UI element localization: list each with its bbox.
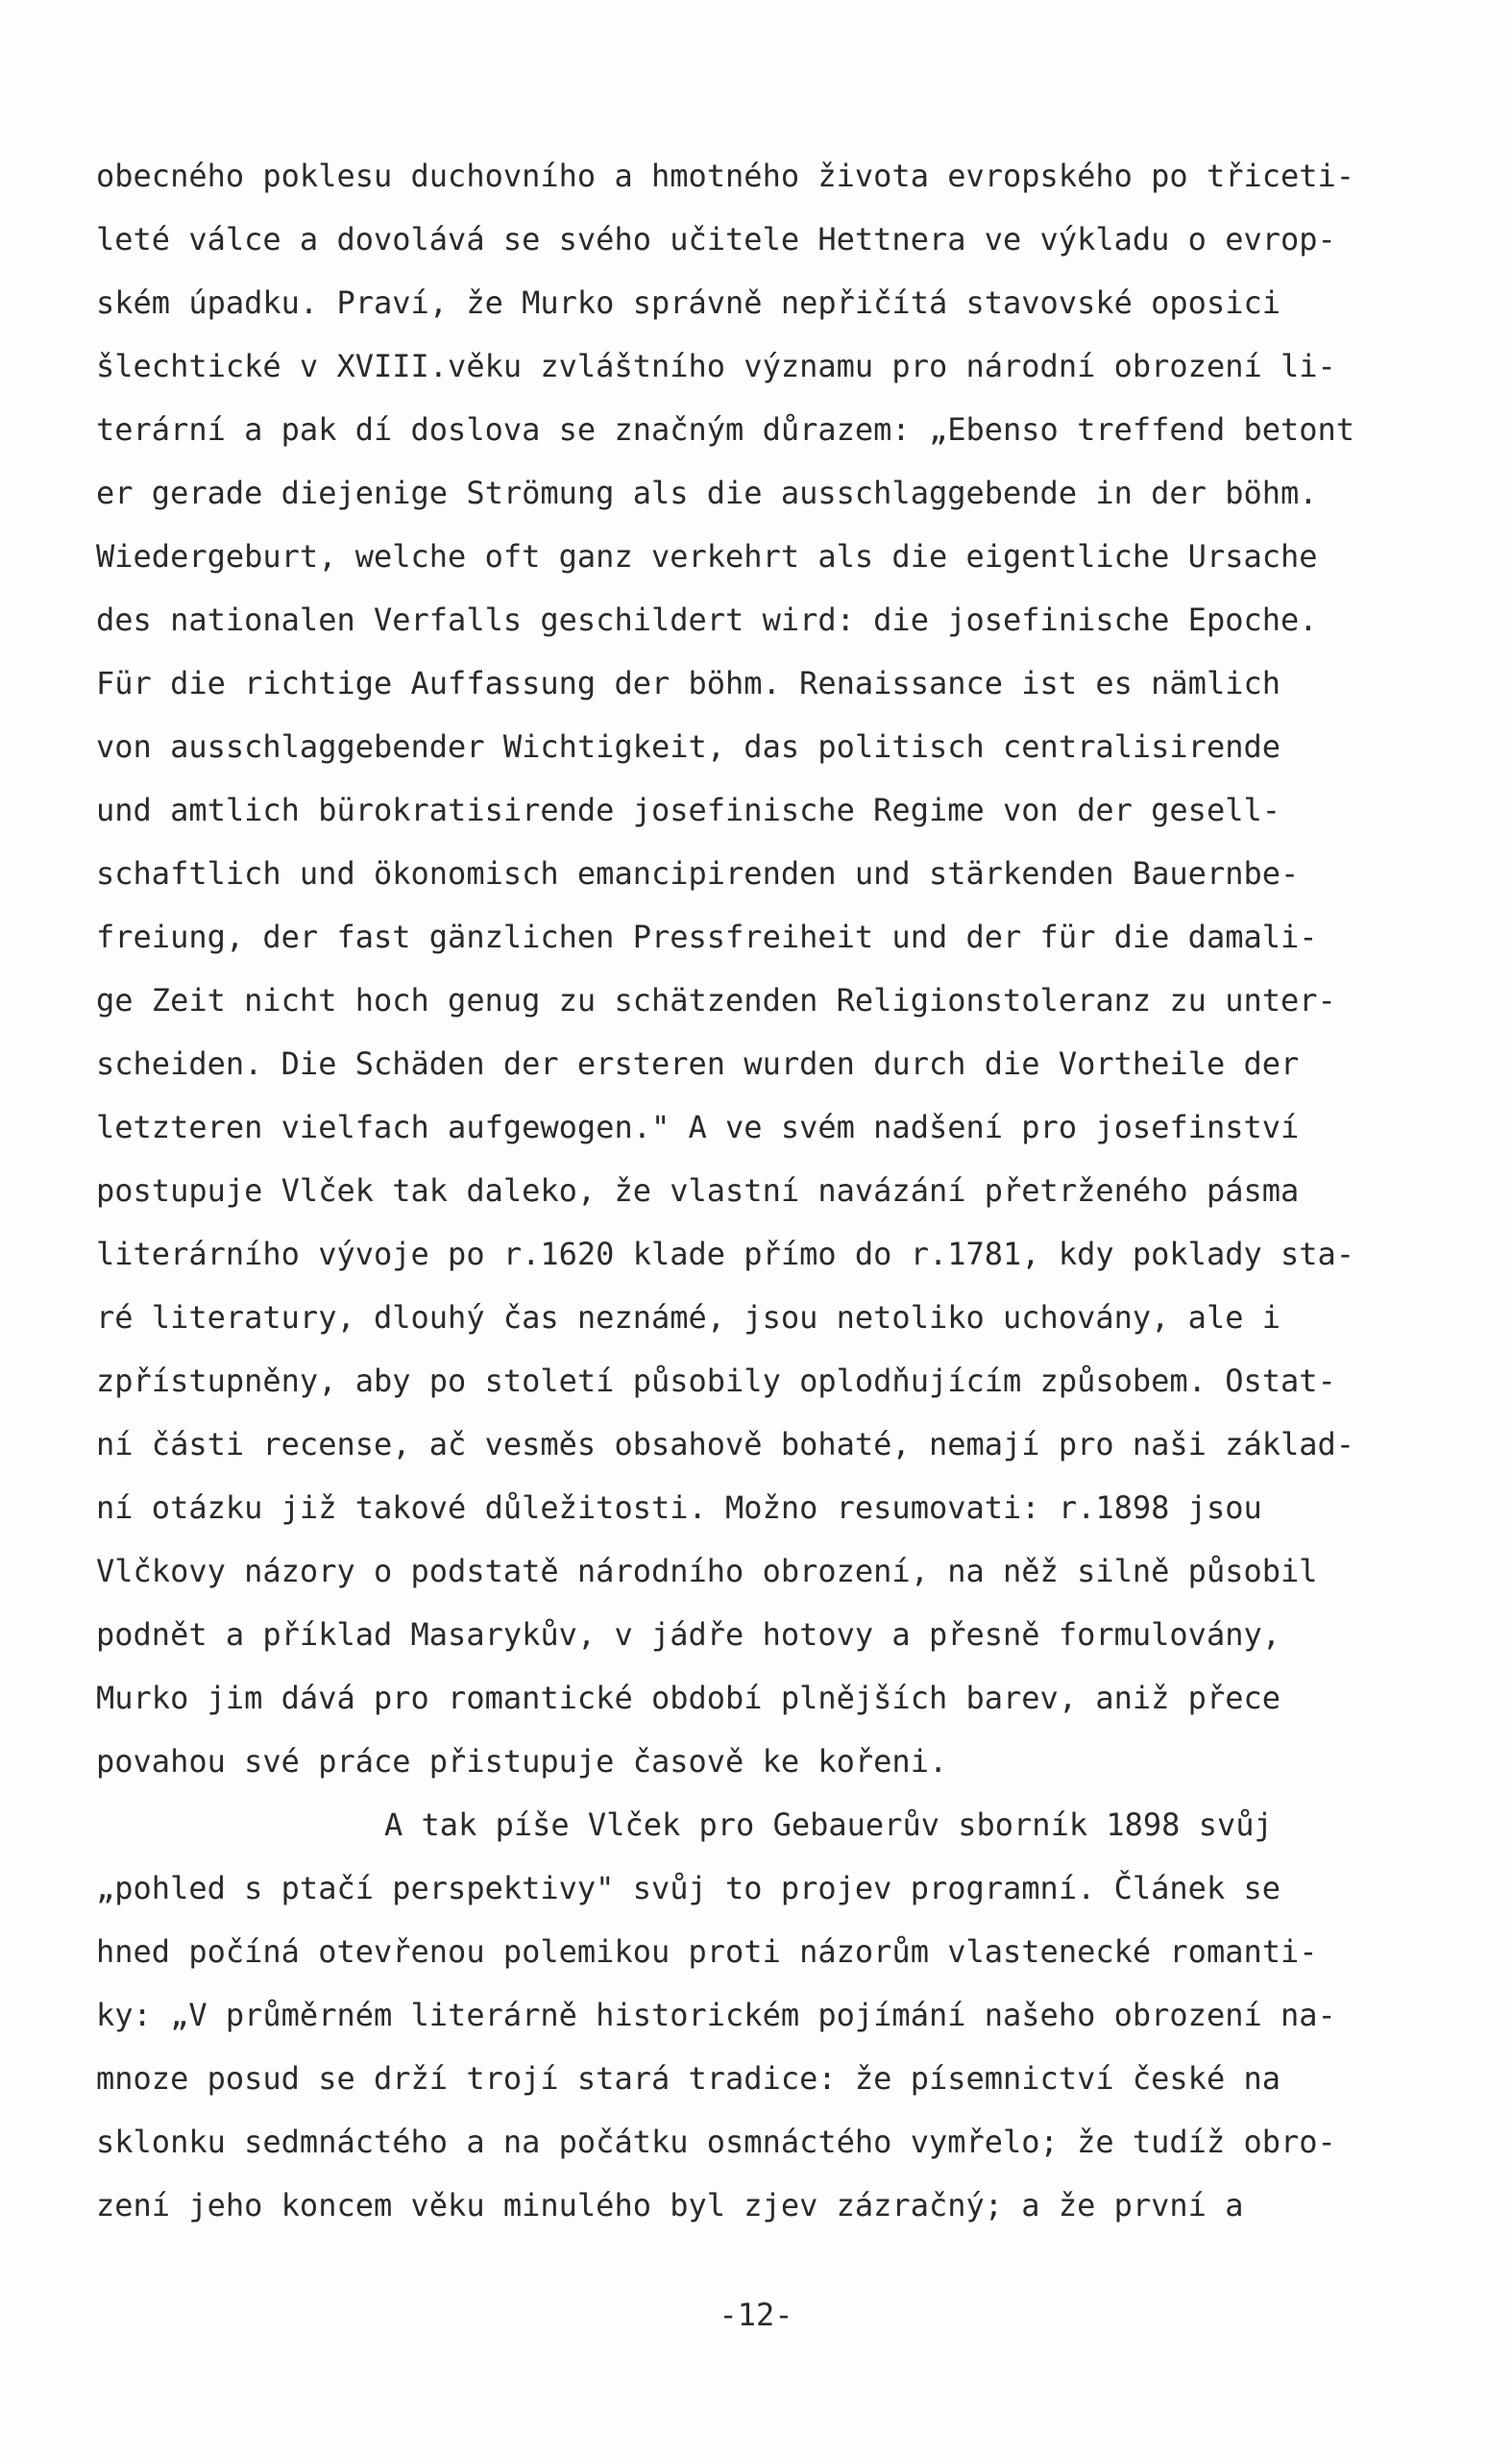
text-line: er gerade diejenige Strömung als die ausschlaggebende in der böhm. [96,475,1318,511]
text-line: Vlčkovy názory o podstatě národního obrození, na něž silně působil [96,1553,1318,1589]
page-body-text [96,144,1422,2237]
text-line: zení jeho koncem věku minulého byl zjev zázračný; a že první a [96,2187,1244,2224]
text-line: ré literatury, dlouhý čas neznámé, jsou netoliko uchovány, ale i [96,1299,1280,1336]
text-line: leté válce a dovolává se svého učitele Hettnera ve výkladu o evrop- [96,221,1336,258]
text-line: postupuje Vlček tak daleko, že vlastní navázání přetrženého pásma [96,1172,1300,1209]
text-line: „pohled s ptačí perspektivy" svůj to projev programní. Článek se [96,1870,1280,1906]
text-line: hned počíná otevřenou polemikou proti názorům vlastenecké romanti- [96,1933,1318,1970]
text-line: zpřístupněny, aby po století působily oplodňujícím způsobem. Ostat- [96,1363,1336,1399]
text-line: Für die richtige Auffassung der böhm. Renaissance ist es nämlich [96,665,1280,701]
text-line: Murko jim dává pro romantické období plnějších barev, aniž přece [96,1680,1280,1716]
text-line: mnoze posud se drží trojí stará tradice: že písemnictví české na [96,2060,1280,2097]
text-line: von ausschlaggebender Wichtigkeit, das politisch centralisirende [96,728,1280,765]
text-line: ní otázku již takové důležitosti. Možno resumovati: r.1898 jsou [96,1489,1262,1526]
text-line: literárního vývoje po r.1620 klade přímo do r.1781, kdy poklady sta- [96,1236,1355,1272]
text-line: obecného poklesu duchovního a hmotného života evropského po třiceti- [96,158,1355,194]
text-line: letzteren vielfach aufgewogen." A ve svém nadšení pro josefinství [96,1109,1300,1145]
text-line: Wiedergeburt, welche oft ganz verkehrt als die eigentliche Ursache [96,538,1318,575]
text-line: schaftlich und ökonomisch emancipirenden und stärkenden Bauernbe- [96,855,1300,892]
text-line: povahou své práce přistupuje časově ke kořeni. [96,1743,948,1780]
text-line: podnět a příklad Masarykův, v jádře hotovy a přesně formulovány, [96,1616,1280,1653]
text-line: und amtlich bürokratisirende josefinische Regime von der gesell- [96,792,1280,828]
text-line: freiung, der fast gänzlichen Pressfreiheit und der für die damali- [96,919,1318,955]
text-line: scheiden. Die Schäden der ersteren wurden durch die Vortheile der [96,1045,1300,1082]
text-line: sklonku sedmnáctého a na počátku osmnáctého vymřelo; že tudíž obro- [96,2124,1336,2160]
text-line: šlechtické v XVIII.věku zvláštního významu pro národní obrození li- [96,348,1336,384]
text-line: ní části recense, ač vesměs obsahově bohaté, nemají pro naši základ- [96,1426,1355,1462]
text-line: ky: „V průměrném literárně historickém pojímání našeho obrození na- [96,1997,1336,2033]
text-line: ge Zeit nicht hoch genug zu schätzenden Religionstoleranz zu unter- [96,982,1336,1019]
page-number: -12- [719,2297,793,2333]
paragraph-start-line: A tak píše Vlček pro Gebauerův sborník 1898 svůj [384,1806,1273,1843]
text-line: des nationalen Verfalls geschildert wird: die josefinische Epoche. [96,602,1318,638]
text-line: terární a pak dí doslova se značným důrazem: „Ebenso treffend betont [96,411,1355,448]
text-line: ském úpadku. Praví, že Murko správně nepřičítá stavovské oposici [96,284,1280,321]
